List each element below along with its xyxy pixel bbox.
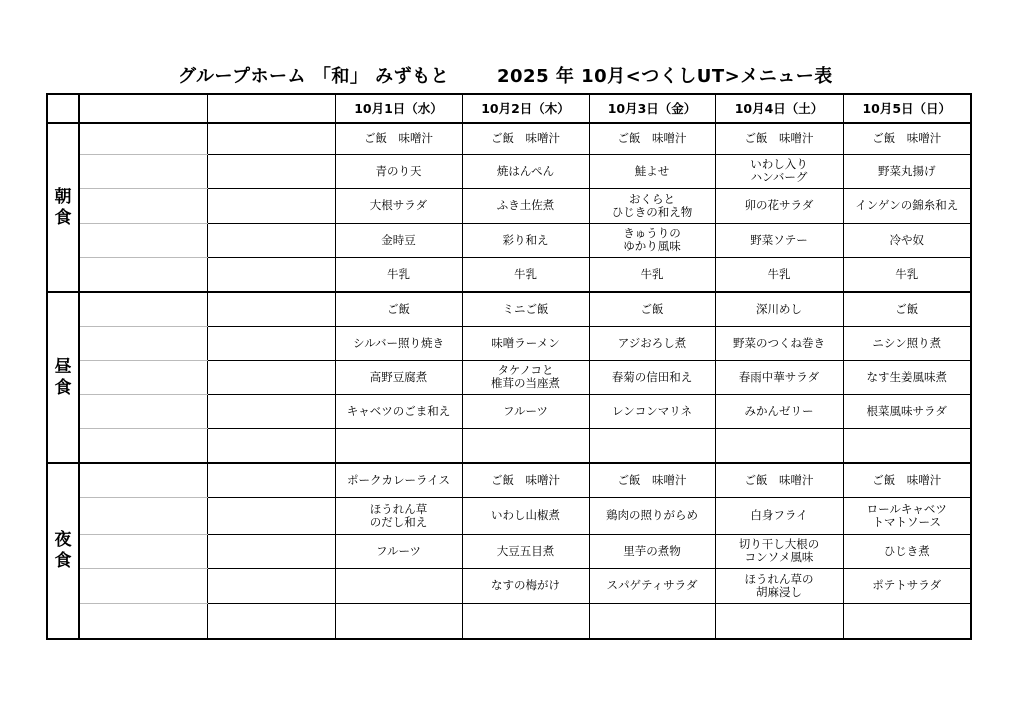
note-cell bbox=[79, 188, 207, 223]
dish-cell: ご飯 bbox=[843, 292, 971, 326]
dish-cell: 白身フライ bbox=[715, 497, 843, 534]
dish-cell bbox=[589, 428, 715, 463]
dish-cell: 冷や奴 bbox=[843, 223, 971, 257]
day-header: 10月3日（金） bbox=[589, 94, 715, 123]
meal-label: 朝 食 bbox=[47, 123, 79, 292]
dish-cell: ミニご飯 bbox=[462, 292, 589, 326]
dish-cell: タケノコと 椎茸の当座煮 bbox=[462, 360, 589, 394]
menu-row bbox=[47, 154, 971, 188]
dish-cell: ふき土佐煮 bbox=[462, 188, 589, 223]
day-header: 10月4日（土） bbox=[715, 94, 843, 123]
dish-cell: 味噌ラーメン bbox=[462, 326, 589, 360]
dish-cell: ニシン照り煮 bbox=[843, 326, 971, 360]
dish-cell bbox=[715, 603, 843, 639]
note-cell bbox=[79, 123, 207, 154]
note-cell bbox=[79, 257, 207, 292]
dish-cell: ポテトサラダ bbox=[843, 568, 971, 603]
menu-row bbox=[47, 568, 971, 603]
day-header: 10月5日（日） bbox=[843, 94, 971, 123]
note-cell bbox=[207, 428, 335, 463]
dish-cell: 切り干し大根の コンソメ風味 bbox=[715, 534, 843, 568]
dish-cell: アジおろし煮 bbox=[589, 326, 715, 360]
menu-row bbox=[47, 257, 971, 292]
menu-row bbox=[47, 292, 971, 326]
dish-cell: 青のり天 bbox=[335, 154, 462, 188]
note-cell bbox=[207, 463, 335, 497]
dish-cell: おくらと ひじきの和え物 bbox=[589, 188, 715, 223]
note-cell bbox=[79, 326, 207, 360]
dish-cell: ひじき煮 bbox=[843, 534, 971, 568]
note-cell bbox=[79, 534, 207, 568]
note-cell bbox=[207, 257, 335, 292]
menu-row bbox=[47, 534, 971, 568]
menu-row bbox=[47, 497, 971, 534]
dish-cell: 牛乳 bbox=[715, 257, 843, 292]
dish-cell bbox=[843, 603, 971, 639]
dish-cell: 金時豆 bbox=[335, 223, 462, 257]
dish-cell: ご飯 味噌汁 bbox=[843, 123, 971, 154]
menu-row bbox=[47, 360, 971, 394]
dish-cell: なす生姜風味煮 bbox=[843, 360, 971, 394]
note-cell bbox=[79, 292, 207, 326]
dish-cell: ご飯 味噌汁 bbox=[462, 463, 589, 497]
dish-cell: フルーツ bbox=[335, 534, 462, 568]
note-cell bbox=[79, 223, 207, 257]
dish-cell: ご飯 bbox=[335, 292, 462, 326]
menu-table bbox=[46, 93, 972, 640]
dish-cell: キャベツのごま和え bbox=[335, 394, 462, 428]
dish-cell: 野菜ソテー bbox=[715, 223, 843, 257]
note-cell bbox=[79, 428, 207, 463]
note-cell bbox=[207, 123, 335, 154]
dish-cell: 里芋の煮物 bbox=[589, 534, 715, 568]
header-row bbox=[47, 94, 971, 123]
dish-cell: ポークカレーライス bbox=[335, 463, 462, 497]
note-cell bbox=[207, 188, 335, 223]
menu-row bbox=[47, 223, 971, 257]
dish-cell: 牛乳 bbox=[843, 257, 971, 292]
dish-cell bbox=[335, 568, 462, 603]
dish-cell: 深川めし bbox=[715, 292, 843, 326]
dish-cell: ご飯 味噌汁 bbox=[335, 123, 462, 154]
dish-cell: 大豆五目煮 bbox=[462, 534, 589, 568]
dish-cell: 牛乳 bbox=[462, 257, 589, 292]
note-cell bbox=[79, 603, 207, 639]
title-bar bbox=[0, 62, 1024, 86]
note-cell bbox=[207, 534, 335, 568]
menu-row bbox=[47, 123, 971, 154]
meal-label: 夜 食 bbox=[47, 463, 79, 639]
dish-cell: ご飯 味噌汁 bbox=[715, 463, 843, 497]
dish-cell: 野菜丸揚げ bbox=[843, 154, 971, 188]
dish-cell: 彩り和え bbox=[462, 223, 589, 257]
note-cell bbox=[79, 463, 207, 497]
day-header: 10月2日（木） bbox=[462, 94, 589, 123]
day-header: 10月1日（水） bbox=[335, 94, 462, 123]
note-cell bbox=[207, 223, 335, 257]
menu-row bbox=[47, 394, 971, 428]
note-cell bbox=[207, 603, 335, 639]
dish-cell: ほうれん草の 胡麻浸し bbox=[715, 568, 843, 603]
dish-cell bbox=[462, 603, 589, 639]
note-cell bbox=[207, 497, 335, 534]
dish-cell: 春菊の信田和え bbox=[589, 360, 715, 394]
note-cell bbox=[79, 360, 207, 394]
dish-cell: インゲンの錦糸和え bbox=[843, 188, 971, 223]
dish-cell: 牛乳 bbox=[589, 257, 715, 292]
meal-label: 昼 食 bbox=[47, 292, 79, 463]
dish-cell: 卯の花サラダ bbox=[715, 188, 843, 223]
note-cell bbox=[79, 497, 207, 534]
dish-cell: スパゲティサラダ bbox=[589, 568, 715, 603]
dish-cell: いわし山椒煮 bbox=[462, 497, 589, 534]
dish-cell: 鮭よせ bbox=[589, 154, 715, 188]
dish-cell: 根菜風味サラダ bbox=[843, 394, 971, 428]
header-blank-cell bbox=[79, 94, 207, 123]
header-blank-cell bbox=[207, 94, 335, 123]
dish-cell: いわし入り ハンバーグ bbox=[715, 154, 843, 188]
dish-cell: ロールキャベツ トマトソース bbox=[843, 497, 971, 534]
dish-cell: みかんゼリー bbox=[715, 394, 843, 428]
dish-cell: ほうれん草 のだし和え bbox=[335, 497, 462, 534]
dish-cell: 野菜のつくね巻き bbox=[715, 326, 843, 360]
menu-row bbox=[47, 326, 971, 360]
dish-cell bbox=[335, 428, 462, 463]
dish-cell: 鶏肉の照りがらめ bbox=[589, 497, 715, 534]
dish-cell: フルーツ bbox=[462, 394, 589, 428]
dish-cell bbox=[589, 603, 715, 639]
dish-cell: ご飯 味噌汁 bbox=[715, 123, 843, 154]
note-cell bbox=[207, 292, 335, 326]
dish-cell: レンコンマリネ bbox=[589, 394, 715, 428]
menu-row bbox=[47, 463, 971, 497]
dish-cell bbox=[843, 428, 971, 463]
menu-title: 2025 年 10月<つくしUT>メニュー表 bbox=[497, 66, 833, 87]
dish-cell: ご飯 味噌汁 bbox=[462, 123, 589, 154]
dish-cell bbox=[335, 603, 462, 639]
menu-row bbox=[47, 428, 971, 463]
note-cell bbox=[79, 394, 207, 428]
dish-cell: ご飯 味噌汁 bbox=[589, 463, 715, 497]
dish-cell: なすの梅がけ bbox=[462, 568, 589, 603]
dish-cell: きゅうりの ゆかり風味 bbox=[589, 223, 715, 257]
dish-cell: 大根サラダ bbox=[335, 188, 462, 223]
note-cell bbox=[207, 326, 335, 360]
dish-cell: ご飯 味噌汁 bbox=[843, 463, 971, 497]
menu-row bbox=[47, 603, 971, 639]
note-cell bbox=[207, 394, 335, 428]
dish-cell bbox=[715, 428, 843, 463]
note-cell bbox=[79, 154, 207, 188]
note-cell bbox=[207, 154, 335, 188]
dish-cell: 高野豆腐煮 bbox=[335, 360, 462, 394]
menu-row bbox=[47, 188, 971, 223]
note-cell bbox=[207, 568, 335, 603]
dish-cell: ご飯 味噌汁 bbox=[589, 123, 715, 154]
note-cell bbox=[207, 360, 335, 394]
dish-cell: 焼はんぺん bbox=[462, 154, 589, 188]
dish-cell: 牛乳 bbox=[335, 257, 462, 292]
corner-cell bbox=[47, 94, 79, 123]
dish-cell: 春雨中華サラダ bbox=[715, 360, 843, 394]
dish-cell bbox=[462, 428, 589, 463]
dish-cell: ご飯 bbox=[589, 292, 715, 326]
facility-name: グループホーム 「和」 みずもと bbox=[178, 66, 450, 87]
note-cell bbox=[79, 568, 207, 603]
dish-cell: シルバー照り焼き bbox=[335, 326, 462, 360]
